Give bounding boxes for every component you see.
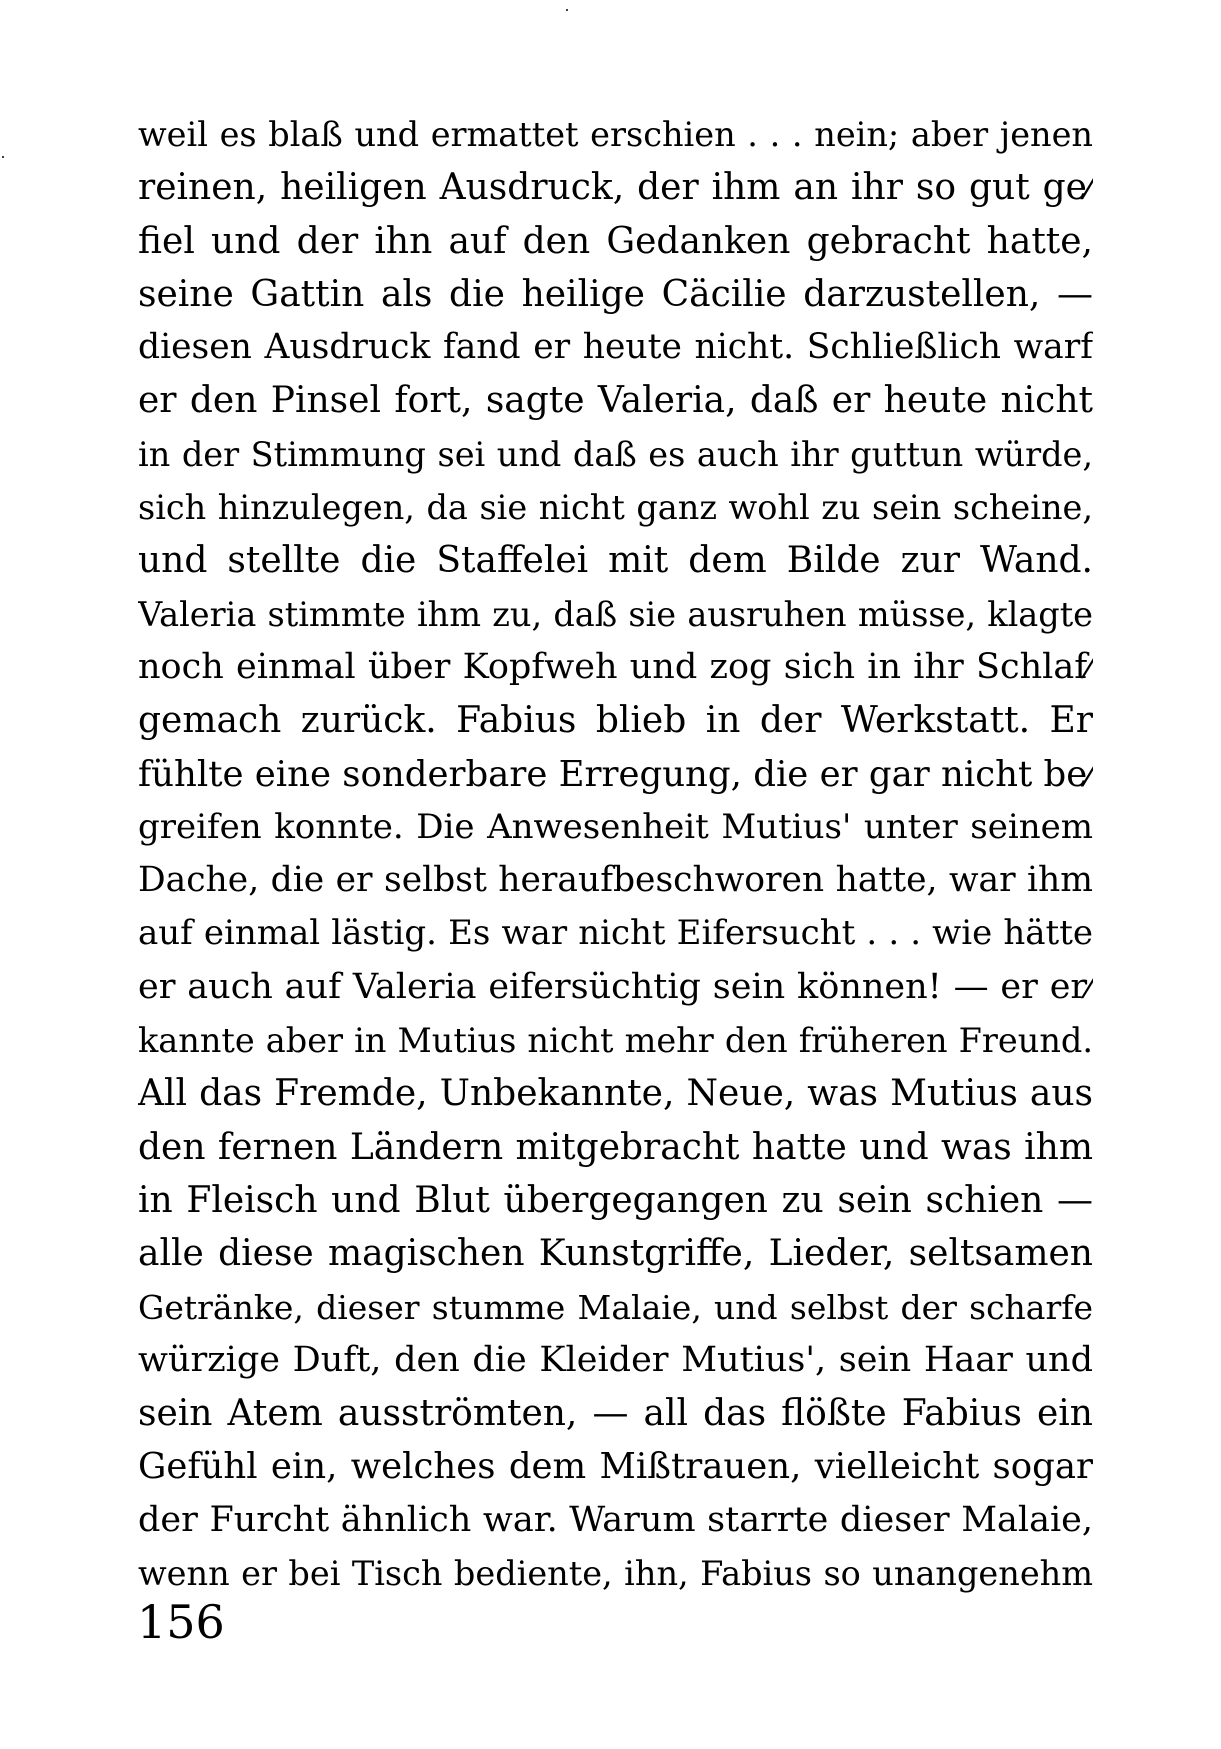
text-line: noch einmal über Kopfweh und zog sich in ihr Schlaf⁄ (138, 646, 1093, 687)
text-line: weil es blaß und ermattet erschien . . . nein; aber jenen (138, 115, 1093, 154)
text-line: diesen Ausdruck fand er heute nicht. Schließlich warf (138, 327, 1093, 368)
text-line: seine Gattin als die heilige Cäcilie darzustellen, — (138, 273, 1093, 315)
text-line: und stellte die Staffelei mit dem Bilde zur Wand. (138, 540, 1093, 582)
text-line: er auch auf Valeria eifersüchtig sein können! — er er⁄ (138, 966, 1093, 1007)
text-line: Getränke, dieser stumme Malaie, und selbst der scharfe (138, 1287, 1093, 1327)
body-text (138, 108, 1093, 1600)
text-line: greifen konnte. Die Anwesenheit Mutius' unter seinem (138, 806, 1093, 847)
text-line: er den Pinsel fort, sagte Valeria, daß er heute nicht (138, 380, 1093, 422)
text-line: in Fleisch und Blut übergegangen zu sein schien — (138, 1179, 1093, 1221)
text-line: fühlte eine sonderbare Erregung, die er gar nicht be⁄ (138, 753, 1093, 795)
text-line: wenn er bei Tisch bediente, ihn, Fabius so unangenehm (138, 1554, 1093, 1594)
text-line: auf einmal lästig. Es war nicht Eifersucht . . . wie hätte (138, 913, 1093, 954)
scan-speck (2, 156, 4, 158)
text-line: kannte aber in Mutius nicht mehr den früheren Freund. (138, 1021, 1093, 1061)
text-line: reinen, heiligen Ausdruck, der ihm an ihr so gut ge⁄ (138, 167, 1093, 209)
page-number: 156 (137, 1595, 225, 1649)
text-line: den fernen Ländern mitgebracht hatte und was ihm (138, 1126, 1093, 1168)
text-line: gemach zurück. Fabius blieb in der Werkstatt. Er (138, 700, 1093, 742)
scan-speck (566, 9, 568, 11)
text-line: Gefühl ein, welches dem Mißtrauen, vielleicht sogar (138, 1446, 1093, 1488)
text-line: Dache, die er selbst heraufbeschworen hatte, war ihm (138, 860, 1093, 901)
text-line: sein Atem ausströmten, — all das flößte Fabius ein (138, 1393, 1093, 1435)
text-line: fiel und der ihn auf den Gedanken gebracht hatte, (138, 220, 1093, 262)
text-line: Valeria stimmte ihm zu, daß sie ausruhen müsse, klagte (138, 594, 1093, 634)
text-line: All das Fremde, Unbekannte, Neue, was Mutius aus (138, 1073, 1093, 1115)
text-line: alle diese magischen Kunstgriffe, Lieder, seltsamen (138, 1233, 1093, 1275)
text-line: der Furcht ähnlich war. Warum starrte dieser Malaie, (138, 1499, 1093, 1540)
text-line: in der Stimmung sei und daß es auch ihr guttun würde, (138, 434, 1093, 474)
text-line: sich hinzulegen, da sie nicht ganz wohl zu sein scheine, (138, 488, 1093, 528)
text-line: würzige Duft, den die Kleider Mutius', sein Haar und (138, 1339, 1093, 1380)
